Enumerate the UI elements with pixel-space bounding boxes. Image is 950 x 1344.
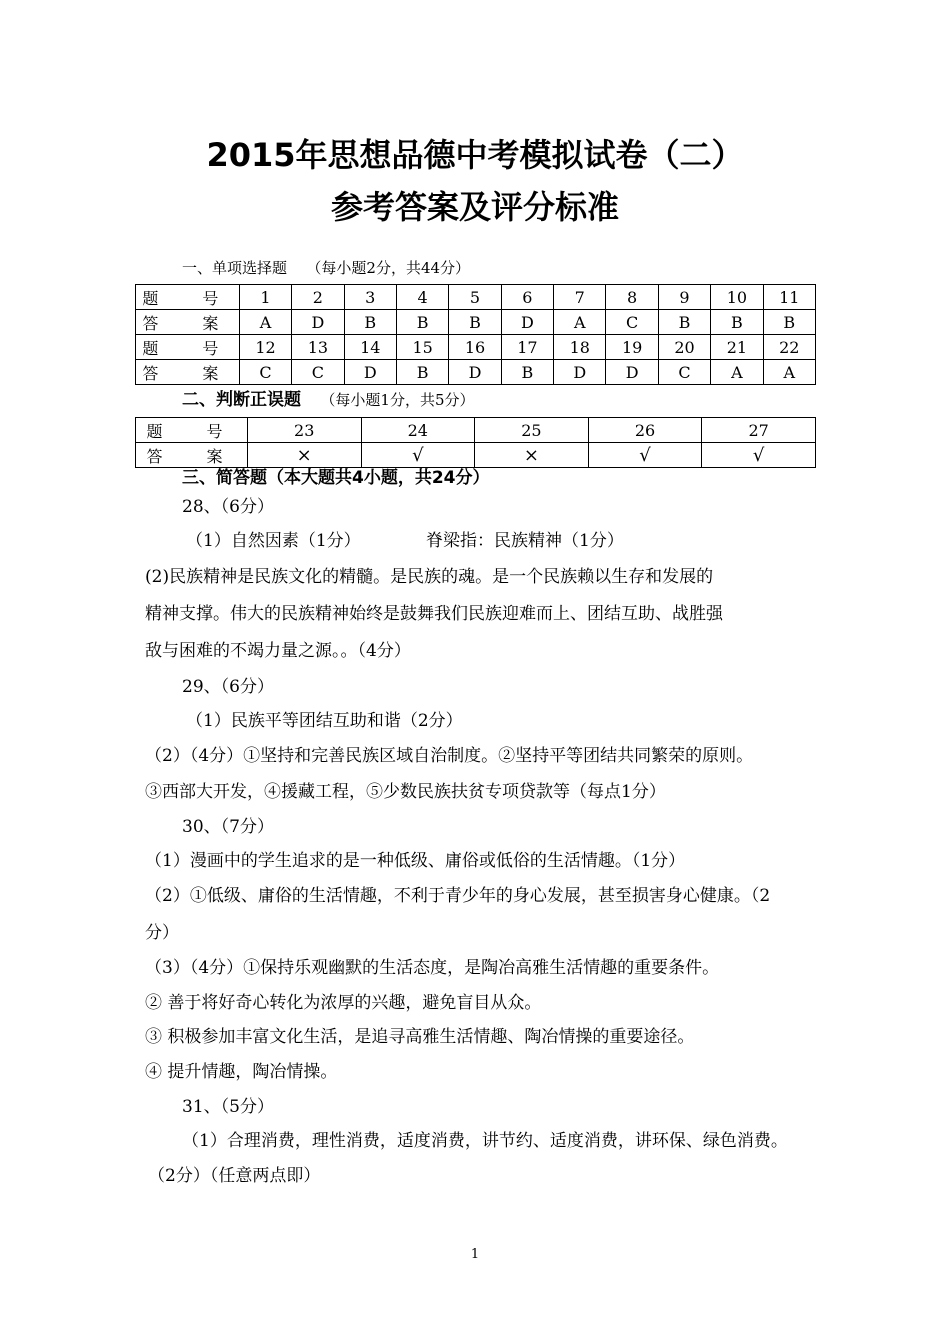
question-number: 20 [658, 335, 710, 360]
choice-answer-table [135, 284, 816, 385]
q30-part2-line2: 分） [145, 923, 179, 943]
question-number: 24 [361, 418, 475, 443]
q28-part1a: （1）自然因素（1分） [186, 531, 361, 551]
answer-cell: B [396, 360, 448, 385]
q28-title: 28、（6分） [182, 497, 274, 517]
answer-cell: B [501, 360, 553, 385]
question-number: 18 [554, 335, 606, 360]
q31-part1-line2: （2分）（任意两点即） [148, 1166, 321, 1186]
answer-cell: D [606, 360, 658, 385]
q30-part3-line2: ② 善于将好奇心转化为浓厚的兴趣，避免盲目从众。 [145, 993, 542, 1013]
question-number: 17 [501, 335, 553, 360]
row-label: 答 案 [136, 310, 240, 335]
row-label: 题 号 [136, 285, 240, 310]
title-line-1: 2015年思想品德中考模拟试卷（二） [206, 136, 744, 174]
judgement-answer-table [135, 417, 816, 468]
answer-cell: A [554, 310, 606, 335]
q30-part3-line3: ③ 积极参加丰富文化生活，是追寻高雅生活情趣、陶冶情操的重要途径。 [145, 1027, 695, 1047]
q30-part3-line1: （3）（4分）①保持乐观幽默的生活态度，是陶冶高雅生活情趣的重要条件。 [145, 958, 720, 978]
answer-cell: C [658, 360, 710, 385]
question-number: 9 [658, 285, 710, 310]
answer-cell: C [239, 360, 291, 385]
table-row [136, 310, 816, 335]
answer-cell: B [344, 310, 396, 335]
section3-note: （本大题共4小题，共24分） [267, 468, 490, 488]
answer-cell: D [554, 360, 606, 385]
question-number: 7 [554, 285, 606, 310]
answer-cell: A [711, 360, 763, 385]
q30-part3-line4: ④ 提升情趣，陶冶情操。 [145, 1062, 338, 1082]
q29-part2-line1: （2）（4分）①坚持和完善民族区域自治制度。②坚持平等团结共同繁荣的原则。 [145, 746, 754, 766]
q31-part1-line1: （1）合理消费，理性消费，适度消费，讲节约、适度消费，讲环保、绿色消费。 [182, 1131, 788, 1151]
question-number: 22 [763, 335, 815, 360]
answer-cell: B [658, 310, 710, 335]
question-number: 19 [606, 335, 658, 360]
answer-cell: × [247, 443, 361, 468]
question-number: 25 [475, 418, 589, 443]
table-row [136, 285, 816, 310]
row-label: 题 号 [136, 335, 240, 360]
q28-part2-line1: (2)民族精神是民族文化的精髓。是民族的魂。是一个民族赖以生存和发展的 [145, 567, 714, 587]
answer-cell: B [711, 310, 763, 335]
answer-cell: B [396, 310, 448, 335]
q30-part1: （1）漫画中的学生追求的是一种低级、庸俗或低俗的生活情趣。（1分） [145, 851, 686, 871]
question-number: 14 [344, 335, 396, 360]
answer-cell: × [475, 443, 589, 468]
question-number: 8 [606, 285, 658, 310]
section2-heading-line [182, 390, 475, 410]
question-number: 12 [239, 335, 291, 360]
row-label: 题 号 [136, 418, 248, 443]
answer-cell: B [763, 310, 815, 335]
table-row [136, 360, 816, 385]
answer-cell: D [501, 310, 553, 335]
question-number: 4 [396, 285, 448, 310]
question-number: 16 [449, 335, 501, 360]
question-number: 5 [449, 285, 501, 310]
q31-title: 31、（5分） [182, 1097, 274, 1117]
q29-title: 29、（6分） [182, 677, 274, 697]
question-number: 2 [292, 285, 344, 310]
answer-cell: D [344, 360, 396, 385]
question-number: 26 [588, 418, 702, 443]
title-line-2: 参考答案及评分标准 [330, 188, 619, 226]
section1-heading: 一、单项选择题 [182, 259, 288, 277]
q28-part2-line2: 精神支撑。伟大的民族精神始终是鼓舞我们民族迎难而上、团结互助、战胜强 [145, 604, 723, 624]
question-number: 13 [292, 335, 344, 360]
section2-heading: 二、判断正误题 [182, 390, 301, 410]
answer-cell: C [606, 310, 658, 335]
section3-heading-line [182, 468, 490, 488]
answer-cell: B [449, 310, 501, 335]
answer-cell: D [292, 310, 344, 335]
page-number: 1 [470, 1247, 480, 1262]
question-number: 1 [239, 285, 291, 310]
question-number: 21 [711, 335, 763, 360]
question-number: 27 [702, 418, 816, 443]
answer-cell: √ [361, 443, 475, 468]
row-label: 答 案 [136, 360, 240, 385]
answer-cell: A [239, 310, 291, 335]
answer-cell: A [763, 360, 815, 385]
section3-heading: 三、简答题 [182, 468, 267, 488]
q28-part1b: 脊梁指：民族精神（1分） [426, 531, 624, 551]
answer-cell: √ [588, 443, 702, 468]
question-number: 23 [247, 418, 361, 443]
section1-note: （每小题2分，共44分） [306, 259, 471, 277]
q29-part2-line2: ③西部大开发，④援藏工程，⑤少数民族扶贫专项贷款等（每点1分） [145, 782, 666, 802]
answer-cell: D [449, 360, 501, 385]
table-row [136, 443, 816, 468]
row-label: 答 案 [136, 443, 248, 468]
q30-part2-line1: （2）①低级、庸俗的生活情趣，不利于青少年的身心发展，甚至损害身心健康。（2 [145, 886, 771, 906]
table-row [136, 418, 816, 443]
question-number: 3 [344, 285, 396, 310]
answer-cell: C [292, 360, 344, 385]
question-number: 15 [396, 335, 448, 360]
question-number: 11 [763, 285, 815, 310]
answer-cell: √ [702, 443, 816, 468]
q30-title: 30、（7分） [182, 817, 274, 837]
table-row [136, 335, 816, 360]
q29-part1: （1）民族平等团结互助和谐（2分） [186, 711, 463, 731]
section1-heading-line [182, 258, 470, 278]
question-number: 6 [501, 285, 553, 310]
q28-part2-line3: 敌与困难的不竭力量之源。。（4分） [145, 641, 411, 661]
question-number: 10 [711, 285, 763, 310]
section2-note: （每小题1分，共5分） [320, 391, 475, 409]
